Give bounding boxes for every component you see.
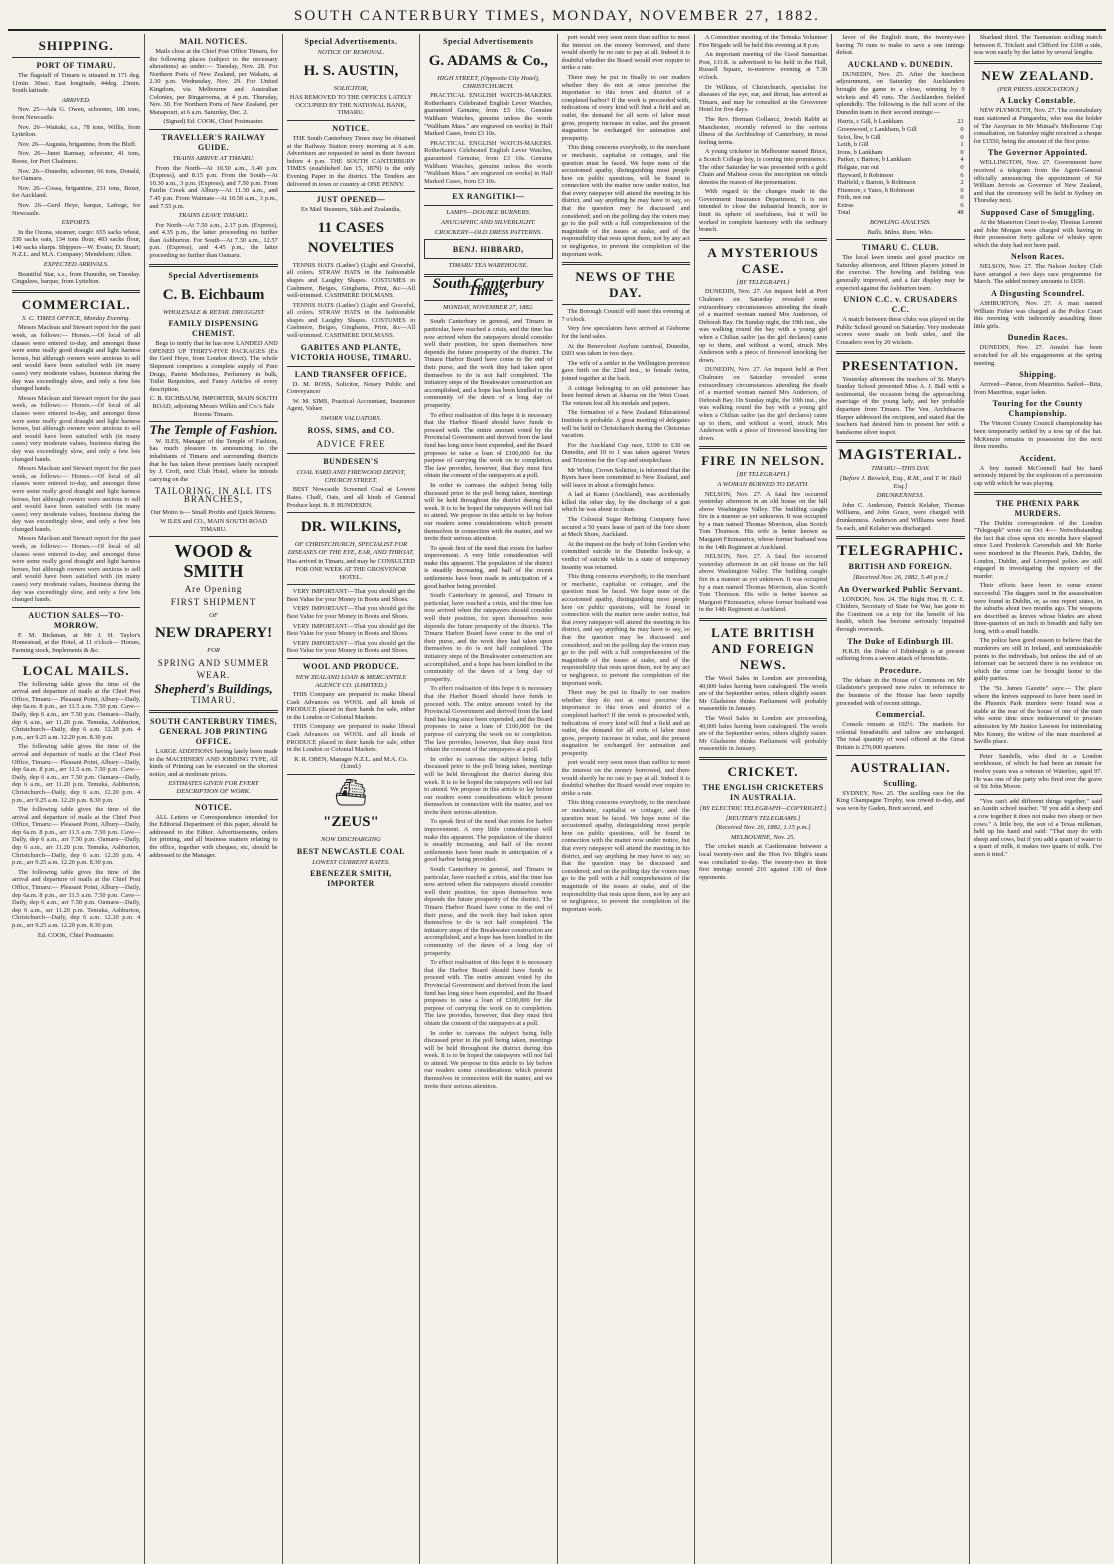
- very-important: VERY IMPORTANT—That you should get the Best Value for your Money in Boots and Shoes.: [286, 639, 416, 655]
- tailoring: TAILORING, IN ALL ITS BRANCHES,: [154, 486, 273, 504]
- column-2: [145, 34, 282, 1564]
- melbourne-dateline: MELBOURNE, Nov. 25.: [730, 833, 796, 841]
- dm-ross: D. M. ROSS, Solicitor, Notary Public and Conveyancer: [286, 380, 416, 396]
- local-mails-text: The following table gives the time of the arrival and departure of mails at the Chief Post Office, Timaru:— Pleasant Point, Albury—Daily, dep 6a.m. 8 p.m., arr 11.5 a.m. 7.50 p.m. Cave—Daily, dep 6 a.m., arr 7.50 p.m. Oamaru—Daily, dep 6 a.m., arr 11.20 p.m. Temuka, Ashburton, Christchurch—Daily, dep 6 a.m. 12.20 p.m. 4 p.m., arr 9.25 a.m. 12.20 p.m. 8.30 p.m.: [12, 743, 141, 804]
- iles-address: W ILES and CO., MAIN SOUTH ROAD TIMARU.: [160, 518, 267, 533]
- local-mails-text: The following table gives the time of the arrival and departure of mails at the Chief Post Office, Timaru:— Pleasant Point, Albury—Daily, dep 6a.m. 8 p.m., arr 11.5 a.m. 7.50 p.m. Cave—Daily, dep 6 a.m., arr 7.50 p.m. Oamaru—Daily, dep 6 a.m., arr 11.20 p.m. Temuka, Ashburton, Christchurch—Daily, dep 6 a.m. 12.20 p.m. 4 p.m., arr 9.25 a.m. 12.20 p.m. 8.30 p.m.: [12, 806, 141, 867]
- timaru-club-heading: TIMARU C. CLUB.: [862, 243, 939, 253]
- nzloan-heading: NEW ZEALAND LOAN & MERCANTILE AGENCY CO. (LIMITED.): [295, 673, 407, 689]
- editorial-paragraph: To speak first of the need that exists for harbor improvement. A very little consideration will make this apparent. The population of the district is steadily increasing, and half of the recent settlements have been made in anticipation of a good harbor being provided.: [424, 818, 553, 864]
- fire-text: NELSON, Nov. 27. A fatal fire occurred yesterday afternoon in an old house on the hill above Washington Valley. The building caught fire in a manner as yet unknown. It was occupied by a man named Thomas Morrison, alias Scotch Tom Thomson. His wife is better known as Margaret Fitzmaurice, whose former husband was in the 14th Regiment at Auckland.: [698, 553, 828, 614]
- nzloan-manager: R. R. OBEN, Manager N.Z.L. and M.A. Co. (Limd.): [294, 755, 408, 771]
- editorial-paragraph: To speak first of the need that exists for harbor improvement. A very little consideration will make this apparent. The population of the district is steadily increasing, and half of the recent settlements have been made in anticipation of a good harbor being provided.: [424, 544, 553, 590]
- column-3: [283, 34, 420, 1564]
- discharging: NOW DISCHARGING: [320, 836, 381, 844]
- cricket-heading: CRICKET.: [727, 763, 799, 779]
- by-telegraph: [BY TELEGRAPH.]: [736, 278, 790, 286]
- column-4: [420, 34, 557, 1564]
- coal-heading: BEST NEWCASTLE COAL: [296, 846, 405, 856]
- sculling-text: SYDNEY, Nov. 25. The sculling race for the King Champagne Trophy, was rowed to-day, and was won by Gaden, Brett second, and: [836, 789, 965, 812]
- column-1: [8, 34, 145, 1564]
- motto: Our Motto is— Small Profits and Quick Returns.: [150, 508, 277, 516]
- commercial-sub: S. C. TIMES OFFICE, Monday Evening.: [22, 314, 131, 322]
- times-notice-text: THE South Canterbury Times may be obtained at the Railway Station every morning at 6 a.m. Advertisers are requested to send in their favours before 4 p.m. THE SOUTH CANTERBURY TIMES (established Jan 15, 1879) is the only Evening Paper in the district. The Tenders are delivered in town or country at ONE PENNY.: [286, 134, 416, 188]
- edinburgh-heading: The Duke of Edinburgh Ill.: [847, 636, 954, 646]
- table-row: Parker, c Barton, b Lankham 4: [837, 156, 964, 164]
- spring-summer: SPRING AND SUMMER: [157, 657, 270, 668]
- phoenix-heading: THE PHŒNIX PARK MURDERS.: [995, 498, 1080, 518]
- news-item: This thing concerns everybody, to the merchant or mechanic, capitalist or cottager, and the question must be faced. We hope none of the accustomed apathy, distinguishing most people here on public questions, will be found in connection with the matter now under notice, but that every ratepayer will attend the meeting in his district, and say anything he may have to say, so that the question may be discussed and considered; and on the polling day the voters may go to the poll with a full comprehension of the magnitude of the issues at stake, and of the responsibility that rests upon them, not by any act or negligence, to prevent the completion of the important work.: [561, 573, 690, 687]
- editorial-paragraph: To effect realisation of this hope it is necessary that the Harbor Board should have funds to proceed with. The entire amount voted by the Provincial Government and derived from the land fund has long since been expended, and the Board proposes to raise a loan of £100,000 for the purpose of carrying the work on to completion. The law provides, however, that they must first obtain the consent of the ratepayers at a poll.: [424, 959, 553, 1027]
- trains-arrive-heading: TRAINS ARRIVE AT TIMARU.: [172, 154, 255, 162]
- overworked-text: LONDON, Nov. 24. The Right Hon. H. C. E. Childers, Secretary of State for War, has gone to the Continent on a trip for the benefit of his health, which has become seriously impaired through overwork.: [836, 595, 965, 634]
- eichbaum-sub: WHOLESALE & RETAIL DRUGGIST: [163, 308, 265, 316]
- smuggling-heading: Supposed Case of Smuggling.: [980, 207, 1095, 217]
- timaru-club-text: The local lawn tennis and good practice on Saturday afternoon, and fifteen players joined in the exercise. The bowling and fielding was generally improved, and a fair display may be expected against the Ashburton team.: [836, 254, 965, 292]
- table-row: Greenwood, c Lankham, b Gill 0: [837, 125, 964, 133]
- very-important: VERY IMPORTANT—That you should get the Best Value for your Money in Boots and Shoes.: [286, 622, 416, 638]
- bowling-columns: Balls. Mdns. Runs. Wkts.: [867, 228, 934, 236]
- news-heading: NEWS OF THE DAY.: [575, 269, 676, 301]
- news-item: Very few speculators have arrived at Gisborne for the land sales.: [561, 325, 690, 340]
- phoenix-paragraph: The police have good reason to believe that the murderers are still in Ireland, and unmistakeable points to the individuals, but unless the aid of an informer can be secured there is no evidence on which the crime can be brought home to the guilty parties.: [973, 637, 1102, 683]
- bundesen-sub: COAL YARD AND FIREWOOD DEPOT, CHURCH STREET.: [296, 469, 406, 484]
- trains-leave-heading: TRAINS LEAVE TIMARU.: [178, 212, 249, 220]
- austin-text: HAS REMOVED TO THE OFFICES LATELY OCCUPIED BY THE NATIONAL BANK, TIMARU.: [289, 94, 412, 117]
- by-telegraph: [BY TELEGRAPH.]: [736, 471, 790, 479]
- crockery: CROCKERY—OLD DRESS PATTERNS.: [434, 228, 542, 236]
- news-item: A young cricketer in Melbourne named Bruce, a Scotch College boy, is coming into prominence. The other Saturday he was presented with a gold Chain and Maltese cross the inscription on which denotes the reason of the presentation.: [698, 148, 828, 186]
- union-heading: UNION C.C. v. CRUSADERS C.C.: [843, 295, 958, 315]
- auction-text: F. M. Bickman, at Mr J. H. Taylor's Homestead, at the Hotel, at 11 o'clock— Horses, Farming stock, Implements & &c.: [12, 631, 141, 654]
- table-row: Fitzmore, c Yates, b Robinson 0: [837, 186, 964, 194]
- commercial-heading: Commercial.: [875, 710, 926, 720]
- commercial-text: Messrs Maclean and Stewart report for the past week, as follows:— Horses.—Of local of all classes were entered to-day, and amongst these were some really good draught and light harness horses, but although owners were anxious to sell and would have been satisfied with (in many cases) very moderate values, business during the day was exceedingly slow, and only a few lots changed hands.: [12, 394, 141, 463]
- expected-label: EXPECTED ARRIVALS.: [43, 261, 109, 269]
- trains-arrive-text: From the North—At 10.50 a.m., 3.40 p.m. (Express), and 8.15 p.m. From the South—At 10.30 a.m., 3 p.m. (Express), and 7.50 p.m. From Fairlie Creek and Albury—At 11.30 a.m., and 7.45 p.m. From Waimate—At 10.50 a.m., 3 p.m., and 7.55 p.m.: [149, 164, 278, 210]
- fashion-text: W. ILES, Manager of the Temple of Fashion, has much pleasure in announcing to the inhabitants of Timaru and surrounding districts that he has taken those premises lately occupied by J. Croft, next Club Hotel, where he intends carrying on the: [149, 437, 278, 483]
- editorial-paragraph: In order to canvass the subject being fully discussed prior to the poll being taken, meetings will be held throughout the district during this week. It is to be hoped the ratepayers will not fail to attend. We propose in this article to lay before our readers some considerations which present themselves in connection with the matter, and we invite their serious attention.: [424, 481, 553, 543]
- this-day: TIMARU—THIS DAY.: [871, 465, 930, 473]
- special-ads-heading: Special Advertisements: [168, 270, 259, 280]
- column-6: [695, 34, 832, 1564]
- fire-heading: FIRE IN NELSON.: [701, 453, 825, 469]
- eichbaum-address: C. B. EICHBAUM, IMPORTER, MAIN SOUTH ROAD, adjoining Messrs Wilkin and Co.'s Sale Rooms Timaru.: [149, 395, 278, 418]
- procedure-text: The debate in the House of Commons on Mr Gladstone's proposed new rules in reference to the business of the House has been rapidly proceeded with of recent sittings.: [836, 676, 965, 707]
- smuggling-text: At the Masterton Court to-day, Thomas Lemont and John Morgan were charged with having in their possession forty gallons of whisky upon which the duty had not been paid.: [973, 218, 1102, 249]
- union-text: A match between these clubs was played on the Public School ground on Saturday. Very moderate scores were made on both sides, and the Crusaders won by 20 wickets.: [836, 316, 965, 346]
- wilkins-text: Has arrived in Timaru, and may be CONSULTED FOR ONE WEEK AT THE GROSVENOR HOTEL.: [286, 558, 415, 581]
- news-item: For the Auckland Cup race, £100 to £30 on Dunedin, and 10 to 1 was taken against Vortex and Trizotron for the Cup and steeplechase.: [561, 441, 690, 464]
- editorial-continued: There may be put in finally to our readers whether they do not at once perceive the importance to this town and district of a completed harbor? If the work is proceeded with, indications of every kind will find a field and an outlet, the demand for all sorts of labor must grow, property increase in value, and the present stagnation be exchanged for animation and prosperity.: [561, 73, 690, 142]
- arrived-label: ARRIVED.: [61, 96, 91, 104]
- wm-sims: W. M. SIMS, Practical Accountant, Insurance Agent, Valuer.: [286, 397, 416, 413]
- accident-text: A boy named McConnell had his hand seriously injured by the explosion of a percussion cap with which he was playing.: [973, 464, 1102, 487]
- removal-notice: NOTICE OF REMOVAL.: [317, 49, 385, 56]
- times-title: South Canterbury Times,: [432, 275, 544, 300]
- news-item: port would very soon more than suffice to meet the interest on the money borrowed, and there would shortly be no rate to pay at all. Indeed it is doubtful whether the Board would ever require to strike a rate.: [561, 759, 690, 797]
- commercial-text: Messrs Maclean and Stewart report for the past week, as follows:— Horses.—Of local of all classes were entered to-day, and amongst these were some really good draught and light harness horses, but although owners were anxious to sell and would have been satisfied with (in many cases) very moderate values, business during the day was exceedingly slow, and only a few lots changed hands.: [12, 535, 141, 604]
- dunedin-heading: Dunedin Races.: [1007, 333, 1068, 343]
- local-mails-heading: LOCAL MAILS.: [22, 662, 130, 678]
- news-item: The formation of a New Zealand Educational Institute is probable. A great meeting of delegates will be held in Christchurch during the Christmas vacation.: [561, 409, 690, 440]
- news-item: A lad at Kamo (Auckland), was accidentally killed the other day, by the discharge of a gun which he was about to clean.: [561, 491, 690, 514]
- st-james-paragraph: The "St. James Gazette" says:— The place where the knives supposed to have been used in the Phoenix Park murders were found was a stable at the rear of the house of one of the men who some time since endeavoured to procure admission by Mr Justice Lawson for intimidating Mrs Kenny, the widow of the man murdered at Saville place.: [973, 685, 1102, 746]
- mysterious-text: DUNEDIN, Nov. 27. An inquest held at Port Chalmers on Saturday revealed some extraordinary circumstances attending the death of a married woman named Mrs Anderson, of Deborah Bay. On Sunday night, the 19th inst., she was walking round the bay with a young girl when a Chilian sailor (as the girl declares) came up to them, and without a word, struck Mrs Anderson with a piece of firewood knocking her down.: [698, 288, 828, 364]
- advice-free: ADVICE FREE: [316, 438, 386, 449]
- sculling-continued: Sharland third. The Tasmanian sculling match between E. Trickett and Clifford for £100 a side, was won easily by the latter by several lengths.: [973, 34, 1102, 57]
- dispensing-heading: FAMILY DISPENSING CHEMIST.: [168, 319, 259, 339]
- just-opened-text: Ex Mail Steamers, Sikh and Zealandia,: [300, 206, 401, 214]
- shipping-text: Arrived—Panoe, from Mauritius. Sailed—Bitu, from Mauritius, sugar laden.: [973, 381, 1102, 396]
- arrival-item: Nov. 26—Augusta, brigantine, from the Bluff.: [18, 140, 137, 148]
- english-cricketers: THE ENGLISH CRICKETERS IN AUSTRALIA.: [702, 782, 824, 802]
- table-row: Extras 6: [837, 201, 964, 209]
- table-row: Hayward, b Robinson 6: [837, 171, 964, 179]
- ex-rangitiki: EX RANGITIKI—: [452, 192, 525, 202]
- notice-heading: NOTICE.: [332, 123, 370, 133]
- timaru-label: TIMARU.: [191, 695, 236, 706]
- editorial-continued: port would very soon more than suffice to meet the interest on the money borrowed, and there would shortly be no rate to pay at all. Indeed it is doubtful whether the Board would ever require to strike a rate.: [561, 34, 690, 72]
- presentation-text: Yesterday afternoon the teachers of St. Mary's Sunday School presented Miss A. J. Ball with a testimonial, the occasion being the approaching marriage of the young lady, and her probable departure from Timaru. The Ven. Archdeacon Harper addressed the recipient, and stated that the teachers had desired him to present her with a handsome silver teapot.: [836, 375, 965, 436]
- dunedin-text: DUNEDIN, Nov. 27. Amulet has been scratched for all his engagements at the spring meeting.: [973, 344, 1102, 367]
- for-label: FOR: [207, 647, 220, 655]
- late-news-text: The Wool Sales in London are proceeding, 40,000 bales having been catalogued. The wools are of the September series, others slightly easier. Mr Gladstone thinks Parliament will probably reassemble in January.: [698, 675, 828, 713]
- phoenix-paragraph: The Dublin correspondent of the London "Telegraph" wrote on Oct 4:— Notwithstanding the fact that close upon six months have elapsed since Lord Frederick Cavendish and Mr Burke were murdered in the Phoenix Park, Dublin, the London, Dublin, and Liverpool police are still engaged in investigating the mystery of the murder.: [973, 519, 1102, 580]
- cases-novelties: 11 CASES NOVELTIES: [307, 219, 395, 256]
- local-mails-text: The following table gives the time of the arrival and departure of mails at the Chief Post Office, Timaru:— Pleasant Point, Albury—Daily, dep 6a.m. 8 p.m., arr 11.5 a.m. 7.50 p.m. Cave—Daily, dep 6 a.m., arr 7.50 p.m. Oamaru—Daily, dep 6 a.m., arr 11.20 p.m. Temuka, Ashburton, Christchurch—Daily, dep 6 a.m. 12.20 p.m. 4 p.m., arr 9.25 a.m. 12.20 p.m. 8.30 p.m.: [12, 868, 141, 929]
- nzloan-text: THIS Company are prepared to make liberal Cash Advances on WOOL and all kinds of PRODUCE placed in their hands for sale, either in the London or Colonial Markets.: [286, 691, 416, 721]
- news-item: Mr White, Crown Solicitor, is informed that the Byers have been committed to New Zealand, and will leave in about a fortnight hence.: [561, 466, 690, 489]
- overworked-heading: An Overworked Public Servant.: [838, 584, 963, 594]
- news-item: The Borough Council will meet this evening at 7 o'clock.: [561, 308, 690, 323]
- exports-label: EXPORTS.: [61, 219, 91, 227]
- land-transfer-heading: LAND TRANSFER OFFICE.: [294, 369, 408, 379]
- news-item: There may be put in finally to our readers whether they do not at once perceive the importance to this town and district of a completed harbor? If the work is proceeded with, indications of every kind will find a field and an outlet, the demand for all sorts of labor must grow, property increase in value, and the present stagnation be exchanged for animation and prosperity.: [561, 689, 690, 757]
- news-item: The Colonial Sugar Refining Company have secured a 50 years lease of part of the fore shore at Mech Shore, Auckland.: [561, 516, 690, 539]
- british-foreign: BRITISH AND FOREIGN.: [848, 562, 953, 572]
- commercial-heading: COMMERCIAL.: [21, 296, 131, 312]
- shipping-heading: Shipping.: [1019, 370, 1057, 380]
- editorial-paragraph: South Canterbury in general, and Timaru in particular, have reached a crisis, and the time has now arrived when the ratepayers should consider well their position, for upon themselves now depends the future prosperity of the district. The Timaru Harbor Board have come to the end of their purse, and the work they had taken upon themselves to do is not half completed. The initiatory steps of the Breakwater construction are accomplished, and a hope has been kindled in the community of the dawn of a long day of prosperity.: [424, 866, 553, 957]
- shepherds-buildings: Shepherd's Buildings,: [154, 680, 273, 696]
- magisterial-heading: MAGISTERIAL.: [838, 447, 963, 464]
- innings-table: [836, 118, 964, 217]
- printing-office-heading: SOUTH CANTERBURY TIMES, GENERAL JOB PRINTING OFFICE.: [150, 717, 278, 747]
- ebenezer-smith: EBENEZER SMITH, IMPORTER: [310, 869, 392, 889]
- bowling-heading: BOWLING ANALYSIS.: [869, 219, 931, 227]
- touring-heading: Touring for the County Championship.: [992, 399, 1083, 419]
- news-item: A cottage belonging to an old pensioner has been burned down at Akaroa on the West Coast. The veteran lost all his medals and papers.: [561, 384, 690, 407]
- column-7: [832, 34, 969, 1564]
- presentation-heading: PRESENTATION.: [841, 357, 959, 373]
- cases-text: TENNIS HATS (Ladies') (Light and Graceful, all colors. STRAW HATS in the fashionable shapes and Laughty Shapes. COSTUMES in Cashmere, Beiges, Ginghams, Print, &c—All well-trimmed. CASHMERE DOLMANS.: [286, 261, 416, 300]
- zeus-title: "ZEUS": [323, 814, 379, 831]
- lamps: LAMPS—DOUBLE BURNERS.: [446, 209, 531, 217]
- table-row: Holgate, run out 0: [837, 163, 964, 171]
- australian-heading: AUSTRALIAN.: [850, 759, 951, 775]
- rates: LOWEST CURRENT RATES.: [312, 858, 390, 866]
- editorial-paragraph: In order to canvass the subject being fully discussed prior to the poll being taken, meetings will be held throughout the district during this week. It is to be hoped the ratepayers will not fail to attend. We propose in this article to lay before our readers some considerations which present themselves in connection with the matter, and we invite their serious attention.: [424, 755, 553, 816]
- reuters: [REUTER'S TELEGRAMS.]: [725, 814, 801, 822]
- anucaphic: ANUCAPHIC AND SILVERLIGHT.: [441, 218, 536, 226]
- notice-text: ALL Letters or Correspondence intended for the Editorial Department of this paper, should be addressed to the Editor. Advertisements, orders for printing, and all business matters relating to the office, together with cheques, etc, should be addressed to the Manager.: [149, 813, 278, 859]
- telegraphic-heading: TELEGRAPHIC.: [837, 543, 964, 560]
- arrival-item: Nov. 26—Gerd Heye, barque, Lafrege, for Newcastle.: [12, 201, 141, 217]
- lucky-heading: A Lucky Constable.: [999, 96, 1076, 106]
- arrival-item: Nov. 26—Waitaki, s.s., 78 tons, Willis, from Lyttelton.: [12, 123, 141, 139]
- eichbaum-text: Begs to notify that he has now LANDED AND OPENED UP THIRTY-FIVE PACKAGES (Ex the Gerd Heye, from London direct). The whole Shipment comprises a complete supply of Pure Drugs, Patent Medicines, Perfumery in bulk, Toilet Requisites, and Fancy Articles of every description.: [149, 340, 278, 393]
- commercial-text: Messrs Maclean and Stewart report for the past week, as follows:— Horses.—Of local of all classes were entered to-day, and amongst these were some really good draught and light harness horses, but although owners were anxious to sell and would have been satisfied with (in many cases) very moderate values, business during the day was exceedingly slow, and only a few lots changed hands.: [12, 465, 141, 533]
- procedure-heading: Procedure.: [879, 665, 922, 675]
- drunkenness-heading: DRUNKENNESS.: [876, 492, 925, 500]
- trains-leave-text: For North—At 7.50 a.m., 2.17 p.m. (Express), and 4.35 p.m., the latter proceeding no further than Ashburton. For South—At 7.30 a.m., 12.57 p.m. (Express), and 4.45 p.m., the latter proceeding no further than Oamaru.: [149, 221, 278, 260]
- fire-text: NELSON, Nov. 27. A fatal fire occurred yesterday afternoon in an old house on the hill above Washington Valley. The building caught fire in a manner as yet unknown. It was occupied by a man named Thomas Morrison, alias Scotch Tom Thomson. His wife is better known as Margaret Fitzmaurice, whose former husband was in the 14th Regiment at Auckland.: [698, 490, 828, 551]
- printing-office-text: LARGE ADDITIONS having lately been made to the MACHINERY AND JOBBING TYPE, All kinds of Printing can be executed on the shortest notice, and at moderate prices.: [149, 748, 278, 778]
- editorial-paragraph: To effect realisation of this hope it is necessary that the Harbor Board should have funds to proceed with. The entire amount voted by the Provincial Government and derived from the land fund has long since been expended, and the Board proposes to raise a loan of £100,000 for the purpose of carrying the work on to completion. The law provides, however, that they must first obtain the consent of the ratepayers at a poll.: [424, 685, 553, 754]
- mail-notices-heading: MAIL NOTICES.: [179, 37, 248, 46]
- mail-notices-text: Mails close at the Chief Post Office Timaru, for the following places (subject to the necessary alterations) as under:— Tuesday, Nov. 28. For Northern Ports of New Zealand, per Wakatu, at 2.30 p.m. Wednesday, Nov. 29. For United Kingdom, via Melbourne and Australian Colonies, per Ringarooma, at 4 p.m. Thursday, Nov. 30. For Northern Ports of New Zealand, per Manapouri, at 6 a.m. Saturday, Dec. 2.: [149, 48, 278, 116]
- table-row: Hatfield, c Barton, b Robinson 2: [837, 179, 964, 187]
- before-magistrates: [Before J. Beswick, Esq., R.M., and T. W. Hall Esq.]: [839, 474, 962, 490]
- governor-text: WELLINGTON, Nov. 27. Government have received a telegram from the Agent-General officially announcing the appointment of Sir William Jervois as Governor of New Zealand, and that the ceremony will be held in Sydney on Thursday next.: [973, 159, 1102, 205]
- estimates: ESTIMATES GIVEN FOR EVERY DESCRIPTION OF WORK.: [168, 780, 259, 796]
- closing-paragraph: "You can't add different things together," said an Austin school teacher. "If you add a sheep and a cow together it does not make two sheep or two cows." A little boy, the son of a Texas milkman, held up his hand and said: "That may do with sheep and cows, but if you add a quart of water to a quart of milk, it makes two quarts of milk. I've seen it tried.": [973, 797, 1102, 858]
- phoenix-paragraph: Their efforts have been to some extent successful. The daggers used in the assassination were found in Dublin, or, as one report states, in the suburbs about two months ago. The weapons are described as knives whose blades are about three-quarters of an inch in breadth and fully ten long, with a small handle.: [973, 582, 1102, 635]
- scoundrel-text: ASHBURTON, Nov. 27. A man named William Fisher was charged at the Police Court this morning with indecently assaulting three little girls.: [973, 300, 1102, 330]
- wilkins-name: DR. WILKINS,: [300, 519, 402, 536]
- table-row: Frith, not out 0: [837, 194, 964, 202]
- editorial-paragraph: South Canterbury in general, and Timaru in particular, have reached a crisis, and the time has now arrived when the ratepayers should consider well their position, for upon themselves now depends the future prosperity of the district. The Timaru Harbor Board have come to the end of their purse, and the work they had taken upon themselves to do is not half completed. The initiatory steps of the Breakwater construction are accomplished, and a hope has been kindled in the community of the dawn of a long day of prosperity.: [424, 592, 553, 683]
- port-heading: PORT OF TIMARU.: [36, 61, 116, 70]
- notice-heading: NOTICE.: [195, 802, 233, 812]
- press-association: (PER PRESS ASSOCIATION.): [997, 85, 1079, 93]
- adams-text: PRACTICAL ENGLISH WATCH-MAKERS. Rotherham's Celebrated English Lever Watches, guaranteed Genuine, from £3 10s. Genuine Waltham Watches, genuine unless the words "Waltham Mass." are engraved on works) in Half Marked Cases, from £3 10s.: [424, 92, 553, 138]
- nelson-heading: Nelson Races.: [1011, 252, 1065, 262]
- edinburgh-text: H.R.H. the Duke of Edinburgh is at present suffering from a severe attack of bronchitis.: [836, 647, 965, 663]
- scoundrel-heading: A Disgusting Scoundrel.: [991, 289, 1085, 299]
- accident-heading: Accident.: [1019, 453, 1057, 463]
- table-row: Harris, c Gill, b Lankham 23: [837, 118, 964, 126]
- news-item: An important meeting of the Good Samaritan Post, I.O.R. is advertised to be held in the Hall, Russell Square, to-morrow evening at 7.30 o'clock.: [698, 51, 828, 81]
- news-item: A Committee meeting of the Temuka Volunteer Fire Brigade will be held this evening at 8 p.m.: [698, 34, 828, 49]
- wilkins-sub: OF CHRISTCHURCH, SPECIALIST FOR DISEASES OF THE EYE, EAR, AND THROAT,: [287, 541, 414, 556]
- eichbaum-name: C. B. Eichbaum: [162, 286, 265, 303]
- governor-heading: The Governor Appointed.: [988, 148, 1088, 158]
- adams-name: G. ADAMS & Co.,: [428, 53, 548, 69]
- fire-sub: A WOMAN BURNED TO DEATH.: [717, 480, 809, 488]
- hibbard: BENJ. HIBBARD,: [452, 245, 524, 255]
- column-8: [970, 34, 1106, 1564]
- expected-text: Beautiful Star, s.s., from Dunedin, on Tuesday. Cingulees, barque, from Lyttelton.: [12, 270, 141, 286]
- local-mails-text: The following table gives the time of the arrival and departure of mails at the Chief Post Office, Timaru:— Pleasant Point, Albury—Daily, dep 6a.m. 8 p.m., arr 11.5 a.m. 7.50 p.m. Cave—Daily, dep 6 a.m., arr 7.50 p.m. Oamaru—Daily, dep 6 a.m., arr 11.20 p.m. Temuka, Ashburton, Christchurch—Daily, dep 6 a.m. 12.20 p.m. 4 p.m., arr 9.25 a.m. 12.20 p.m. 8.30 p.m.: [12, 680, 141, 741]
- wool-produce-heading: WOOL AND PRODUCE.: [302, 661, 400, 671]
- editorial-paragraph: To effect realisation of this hope it is necessary that the Harbor Board should have funds to proceed with. The entire amount voted by the Provincial Government and derived from the land fund has long since been expended, and the Board proposes to raise a loan of £100,000 for the purpose of carrying the work on to completion. The law provides, however, that they must first obtain the consent of the ratepayers at a poll.: [424, 411, 553, 480]
- sworn-valuators: SWORN VALUATORS.: [320, 415, 382, 423]
- cases-text: TENNIS HATS (Ladies') (Light and Graceful, all colors. STRAW HATS in the fashionable shapes and Laughty Shapes. COSTUMES in Cashmere, Beiges, Ginghams, Print, &c—All well-trimmed. CASHMERE DOLMANS.: [286, 301, 416, 340]
- news-item: At the inquest on the body of John Gordon who committed suicide in the Dunedin lock-up, a verdict of suicide while in a state of temporary insanity was returned.: [561, 540, 690, 571]
- port-text: The flagstaff of Timaru is situated in 171 deg. 11min. 30sec. East longitude, 44deg. 23min. South latitude.: [12, 72, 141, 95]
- arrival-item: Nov. 26—Dunedin, schooner, 66 tons, Donald, for Oamaru.: [12, 167, 141, 183]
- arrival-item: Nov. 26—Janet Ramsay, schooner, 41 tons, Reese, for Port Chalmers.: [12, 150, 141, 165]
- auckland-dunedin-heading: AUCKLAND v. DUNEDIN.: [847, 59, 953, 69]
- special-ads-heading: Special Advertisements.: [304, 37, 398, 46]
- mysterious-heading: A MYSTERIOUS CASE.: [707, 244, 819, 276]
- austin-name: H. S. AUSTIN,: [303, 62, 399, 79]
- columns: [8, 34, 1106, 1564]
- adams-sub: HIGH STREET, (Opposite City Hotel), CHRISTCHURCH.: [437, 75, 540, 90]
- column-5: [558, 34, 695, 1564]
- gabites-plante: GABITES AND PLANTE, VICTORIA HOUSE, TIMARU.: [290, 342, 412, 362]
- editorial-paragraph: In order to canvass the subject being fully discussed prior to the poll being taken, meetings will be held throughout the district during this week. It is to be hoped the ratepayers will not fail to attend. We propose in this article to lay before our readers some considerations which present themselves in connection with the matter, and we invite their serious attention.: [424, 1029, 553, 1090]
- news-item: At the Benevolent Asylum carnival, Dunedin, £603 was taken in two days.: [561, 342, 690, 358]
- railway-guide-heading: TRAVELLER'S RAILWAY GUIDE.: [161, 132, 266, 152]
- steamship-icon: ⛴: [334, 778, 368, 808]
- drunkenness-text: John C. Anderson, Patrick Kelaher, Thomas Williams, and John Grace, were charged with drunkenness. Anderson and Williams were fined 5s each, and Kelaher was discharged.: [836, 501, 965, 532]
- table-row: Irons, b Lankham 0: [837, 148, 964, 156]
- mysterious-text: DUNEDIN, Nov. 27. An inquest held at Port Chalmers on Saturday revealed some extraordinary circumstances attending the death of a married woman named Mrs Anderson, of Deborah Bay. On Sunday night, the 19th inst., she was walking round the bay with a young girl when a Chilian sailor (as the girl declares) came up to them, and without a word, struck Mrs Anderson with a piece of firewood knocking her down.: [698, 366, 828, 442]
- lucky-text: NEW PLYMOUTH, Nov. 27. The constabulary man stationed at Pungarehu, who was the holder of The Assyrian in Mr Mutual's Melbourne Cup consultation, on Saturday night received a cheque for £1550, being the amount of the first prize.: [973, 107, 1102, 145]
- nzloan-text: THIS Company are prepared to make liberal Cash Advances on WOOL and all kinds of PRODUCE placed in their hands for sale, either in the London or Colonial Markets.: [286, 723, 416, 754]
- commercial-text: Messrs Maclean and Stewart report for the past week, as follows:— Horses.—Of local of all classes were entered to-day, and amongst these were some really good draught and light harness horses, but although owners were anxious to sell and would have been satisfied with (in many cases) very moderate values, business during the day was exceedingly slow, and only a few lots changed hands.: [12, 324, 141, 393]
- editorial-paragraph: South Canterbury in general, and Timaru in particular, have reached a crisis, and the time has now arrived when the ratepayers should consider well their position, for upon themselves now depends the future prosperity of the district. The Timaru Harbor Board have come to the end of their purse, and the work they had taken upon themselves to do is not half completed. The initiatory steps of the Breakwater construction are accomplished, and a hope has been kindled in the community of the dawn of a long day of prosperity.: [424, 318, 553, 409]
- masthead: SOUTH CANTERBURY TIMES, MONDAY, NOVEMBER 27, 1882.: [8, 6, 1106, 31]
- shipping-heading: SHIPPING.: [38, 38, 114, 53]
- table-row: Sciot, lbw, b Gill 0: [837, 133, 964, 141]
- news-item: With regard to the changes made in the Government Insurance Department, it is not intended to close the industrial branch, nor to limit its sphere of usefulness, but it will be worked in complete harmony with the ordinary branch.: [698, 188, 828, 234]
- news-item: The wife of a settler in the Wellington province gave birth on the 22nd inst., to female twins, joined together at the back.: [561, 359, 690, 382]
- late-news-text: The Wool Sales in London are proceeding, 40,000 bales having been catalogued. The wools are of the September series, others slightly easier. Mr Gladstone thinks Parliament will probably reassemble in January.: [698, 714, 828, 753]
- tea-warehouse: TIMARU TEA WAREHOUSE.: [448, 262, 529, 270]
- fashion-heading: The Temple of Fashion.: [149, 422, 278, 438]
- arrival-item: Nov. 25—Ada G. Owen, schooner, 186 tons, from Newcastle.: [12, 106, 141, 121]
- just-opened: JUST OPENED—: [316, 195, 386, 205]
- auction-heading: AUCTION SALES—TO-MORROW.: [28, 610, 125, 630]
- touring-text: The Vincent County Council championship has been temporarily settled by a toss up of the hat. McKenzie remains in possession for the next three months.: [973, 420, 1102, 451]
- wood-smith-title: WOOD & SMITH: [174, 541, 253, 582]
- arrival-item: Nov. 26—Cossa, brigantine, 231 tons, Bezer, for Auckland.: [12, 184, 141, 200]
- news-item: Dr Wilkins, of Christchurch, specialist for diseases of the eye, ear, and throat, has arrived at Timaru, and may be consulted at the Grosvenor Hotel for five days.: [698, 83, 828, 114]
- auckland-text: DUNEDIN, Nov. 25. After the luncheon adjournment, on Saturday the Aucklanders brought the game to a close, winning by 9 wickets and 45 runs. The Aucklanders fielded splendidly. The following is the full score of the Dunedin team in their second innings:—: [836, 70, 965, 116]
- first-shipment: FIRST SHIPMENT: [170, 596, 257, 607]
- adams-text: PRACTICAL ENGLISH WATCH-MAKERS. Rotherham's Celebrated English Lever Watches, guaranteed Genuine, from £3 10s. Genuine Waltham Watches, genuine unless the words "Waltham Mass." are engraved on works) in Half Marked Cases, from £3 10s.: [424, 139, 553, 185]
- times-date: MONDAY, NOVEMBER 27, 1882.: [443, 303, 534, 311]
- cricket-text: The cricket match at Castlemaine between a local twenty-two and the Hon Ivo Bligh's team was concluded to-day. The twenty-two in their first innings scored 216 against 130 of their opponents.: [698, 843, 828, 881]
- ross-sims: ROSS, SIMS, and CO.: [307, 425, 395, 435]
- electric-telegraph: [BY ELECTRIC TELEGRAPH—COPYRIGHT.]: [699, 804, 827, 812]
- nelson-text: NELSON, Nov. 27. The Nelson Jockey Club have arranged a two days race programme for March. The added money amounts to £650.: [973, 263, 1102, 286]
- new-drapery: NEW DRAPERY!: [155, 625, 273, 642]
- very-important: VERY IMPORTANT—That you should get the Best Value for your Money in Boots and Shoes.: [286, 605, 416, 620]
- special-ads-heading: Special Advertisements: [443, 37, 534, 46]
- table-row: Leith, b Gill 1: [837, 141, 964, 149]
- new-zealand-heading: NEW ZEALAND.: [981, 67, 1095, 83]
- of-label: OF: [209, 611, 218, 619]
- editorial-continued: This thing concerns everybody, to the merchant or mechanic, capitalist or cottager, and the question must be faced. We hope none of the accustomed apathy, distinguishing most people here on public questions, will be found in connection with the matter now under notice, but that every ratepayer will attend the meeting in his district, and say anything he may have to say, so that the question may be discussed and considered; and on the polling day the voters may go to the poll with a full comprehension of the magnitude of the issues at stake, and of the responsibility that rests upon them, not by any act or negligence, to prevent the completion of the important work.: [561, 144, 690, 258]
- news-item: The Rev. Herman Gollancz, Jewish Rabbi at Manchester, recently referred to the serious illness of the Archbishop of Canterbury, in most feeling terms.: [698, 115, 828, 146]
- mail-sign: (Signed) Ed. COOK, Chief Postmaster.: [163, 118, 264, 126]
- cricket-intro: favor of the English team, the twenty-two having 70 runs to make to save a one innings defeat.: [836, 34, 965, 57]
- received-time: [Received Nov. 26, 1882, 5.40 p.m.]: [852, 574, 948, 582]
- exports-text: In the Ozona, steamer, cargo: 655 sacks wheat, 330 sacks oats, 134 tons flour, 403 sacks flour, 140 sacks sharps. Shippers—W. Evans; D. Stuart; N.Z.L. and M.A. Company; Mendelson; Allen.: [12, 228, 141, 259]
- solicitor-label: SOLICITOR,: [333, 84, 369, 92]
- news-item: This thing concerns everybody, to the merchant or mechanic, capitalist or cottager, and the question must be faced. We hope none of the accustomed apathy, distinguishing most people here on public questions, will be found in connection with the matter now under notice, but that every ratepayer will attend the meeting in his district, and say anything he may have to say, so that the question may be discussed and considered; and on the polling day the voters may go to the poll with a full comprehension of the magnitude of the issues at stake, and of the responsibility that rests upon them, not by any act or negligence, to prevent the completion of the important work.: [561, 799, 690, 913]
- table-row: Total 48: [837, 209, 964, 217]
- received-time: [Received Nov. 26, 1882, 1.15 p.m.]: [715, 824, 811, 832]
- sculling-heading: Sculling.: [883, 778, 918, 788]
- late-news-heading: LATE BRITISH AND FOREIGN NEWS.: [711, 625, 815, 672]
- wear: WEAR.: [196, 670, 231, 681]
- sandells-paragraph: Peter Sandells, who died in a London workhouse, of which he had been an inmate for twelve years was a veteran of Waterloo, aged 97. He was one of the party who fired over the grave of Sir John Moore.: [973, 752, 1102, 791]
- bundesen-heading: BUNDESEN'S: [323, 457, 379, 467]
- opening: Are Opening: [184, 584, 243, 595]
- postmaster-signoff: Ed. COOK, Chief Postmaster.: [37, 931, 115, 939]
- bundesen-text: BEST Newcastle Screened Coal at Lowest Rates. Chaff, Oats, and all kinds of General Produce kept. B. P. BUNDESEN.: [286, 486, 416, 509]
- very-important: VERY IMPORTANT—That you should get the Best Value for your Money in Boots and Shoes.: [286, 588, 416, 603]
- commercial-text: Consols remain at 102½. The markets for colonial breadstuffs and tallow are unchanged. The total quantity of wool offered at the Great Britain is 270,000 quarters.: [836, 721, 965, 751]
